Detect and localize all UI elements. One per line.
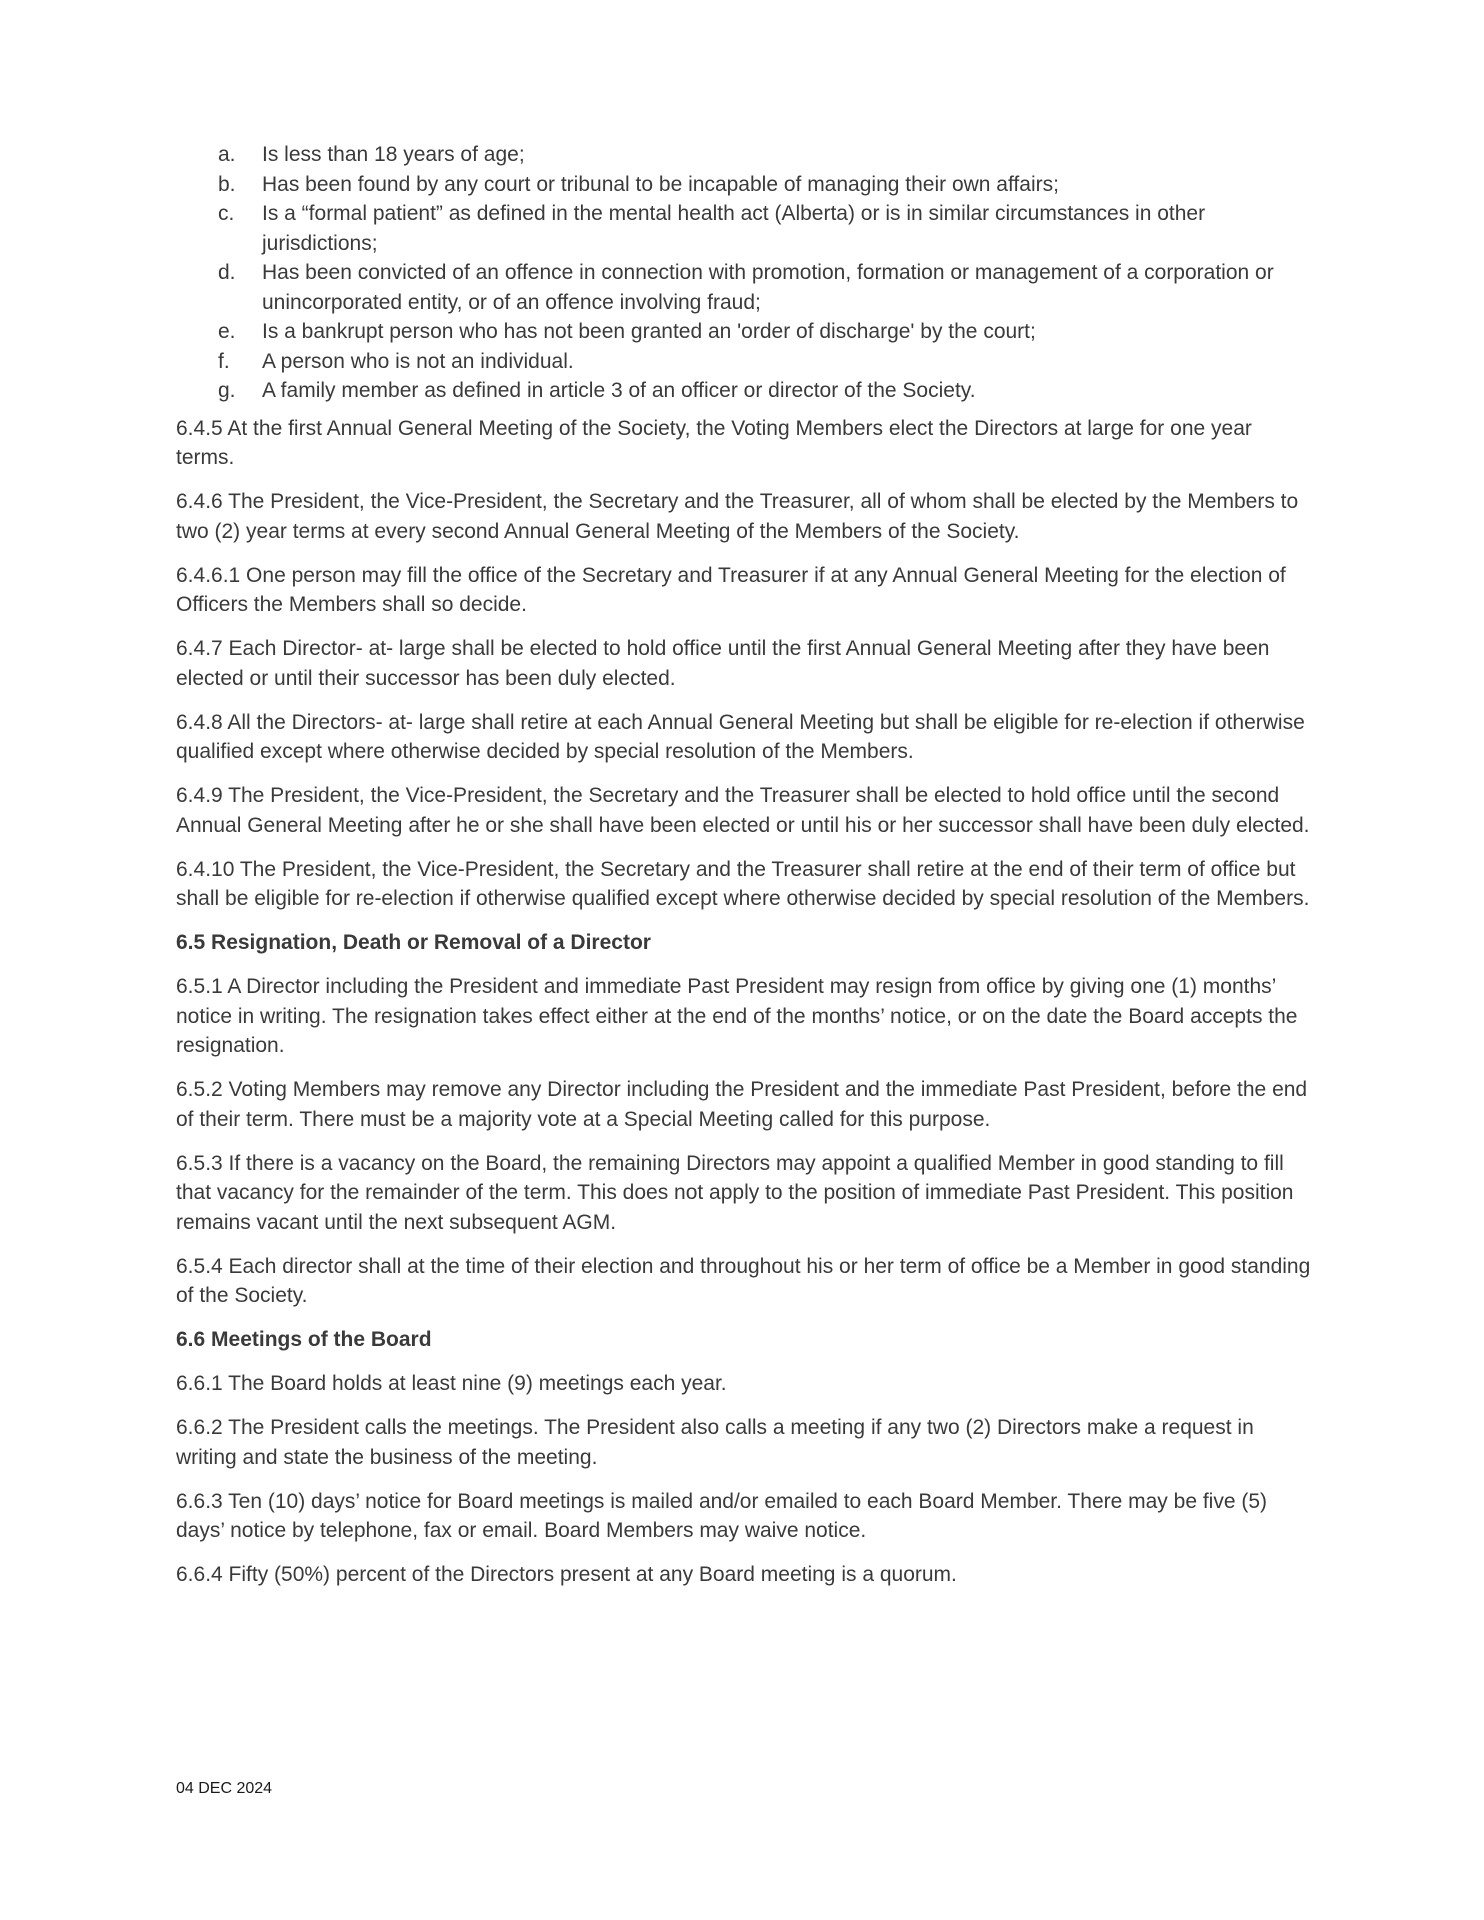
list-item [176, 258, 1316, 317]
clause-6-6-1: 6.6.1 The Board holds at least nine (9) meetings each year. [176, 1372, 727, 1395]
list-marker: e. [218, 320, 236, 343]
list-item [176, 347, 1316, 377]
list-item [176, 199, 1316, 258]
list-item-text: Is less than 18 years of age; [262, 143, 525, 166]
list-item [176, 317, 1316, 347]
footer-date: 04 DEC 2024 [176, 1780, 273, 1797]
list-item [176, 140, 1316, 170]
clause-6-6-2: 6.6.2 The President calls the meetings. The President also calls a meeting if any two (2) Directors make a request in writing and state the business of the meeting. [176, 1416, 1254, 1469]
list-item-text: Is a bankrupt person who has not been granted an 'order of discharge' by the court; [262, 320, 1036, 343]
list-item-text: Has been convicted of an offence in connection with promotion, formation or management of a corporation or unincorporated entity, or of an offence involving fraud; [262, 261, 1274, 314]
list-marker: f. [218, 349, 230, 373]
clause-6-4-8: 6.4.8 All the Directors- at- large shall retire at each Annual General Meeting but shall be eligible for re-election if otherwise qualified except where otherwise decided by special resolution of the Members. [176, 710, 1305, 763]
clause-6-5-2: 6.5.2 Voting Members may remove any Director including the President and the immediate Past President, before the end of their term. There must be a majority vote at a Special Meeting called for this purpose. [176, 1078, 1308, 1131]
list-marker: b. [218, 172, 236, 196]
list-item-text: A person who is not an individual. [262, 349, 574, 373]
clause-6-6-3: 6.6.3 Ten (10) days’ notice for Board meetings is mailed and/or emailed to each Board Member. There may be five (5) days’ notice by telephone, fax or email. Board Members may waive notice. [176, 1489, 1268, 1542]
clause-6-4-9: 6.4.9 The President, the Vice-President, the Secretary and the Treasurer shall be elected to hold office until the second Annual General Meeting after he or she shall have been elected or until his or her successor shall have been duly elected. [176, 784, 1310, 837]
clause-6-5-1: 6.5.1 A Director including the President and immediate Past President may resign from office by giving one (1) months’ notice in writing. The resignation takes effect either at the end of the months’ notice, or on the date the Board accepts the resignation. [176, 975, 1298, 1057]
clause-6-4-6: 6.4.6 The President, the Vice-President, the Secretary and the Treasurer, all of whom shall be elected by the Members to two (2) year terms at every second Annual General Meeting of the Members of the Society. [176, 490, 1299, 543]
clause-6-4-6-1: 6.4.6.1 One person may fill the office of the Secretary and Treasurer if at any Annual General Meeting for the election of Officers the Members shall so decide. [176, 563, 1286, 616]
list-marker: d. [218, 261, 236, 284]
list-item [176, 170, 1316, 200]
list-marker: c. [218, 202, 235, 225]
section-heading-6-6: 6.6 Meetings of the Board [176, 1328, 432, 1351]
list-item-text: A family member as defined in article 3 of an officer or director of the Society. [262, 379, 976, 402]
list-item-text: Has been found by any court or tribunal to be incapable of managing their own affairs; [262, 172, 1059, 196]
list-item [176, 376, 1316, 406]
list-marker: g. [218, 379, 236, 402]
clause-6-5-3: 6.5.3 If there is a vacancy on the Board, the remaining Directors may appoint a qualified Member in good standing to fill that vacancy for the remainder of the term. This does not apply to the position of immediate Past President. This position remains vacant until the next subsequent AGM. [176, 1151, 1294, 1234]
clause-6-4-5: 6.4.5 At the first Annual General Meeting of the Society, the Voting Members elect the Directors at large for one year terms. [176, 416, 1252, 469]
clause-6-6-4: 6.6.4 Fifty (50%) percent of the Directors present at any Board meeting is a quorum. [176, 1563, 957, 1586]
clause-6-5-4: 6.5.4 Each director shall at the time of their election and throughout his or her term of office be a Member in good standing of the Society. [176, 1254, 1311, 1307]
document-page [176, 140, 1316, 1604]
list-marker: a. [218, 143, 236, 166]
section-heading-6-5: 6.5 Resignation, Death or Removal of a Director [176, 931, 651, 954]
clause-6-4-7: 6.4.7 Each Director- at- large shall be elected to hold office until the first Annual General Meeting after they have been elected or until their successor has been duly elected. [176, 637, 1270, 690]
list-item-text: Is a “formal patient” as defined in the mental health act (Alberta) or is in similar circumstances in other jurisdictions; [262, 202, 1206, 255]
disqualification-list [176, 140, 1316, 406]
clause-6-4-10: 6.4.10 The President, the Vice-President, the Secretary and the Treasurer shall retire at the end of their term of office but shall be eligible for re-election if otherwise qualified except where otherwise decided by special resolution of the Members. [176, 857, 1310, 910]
